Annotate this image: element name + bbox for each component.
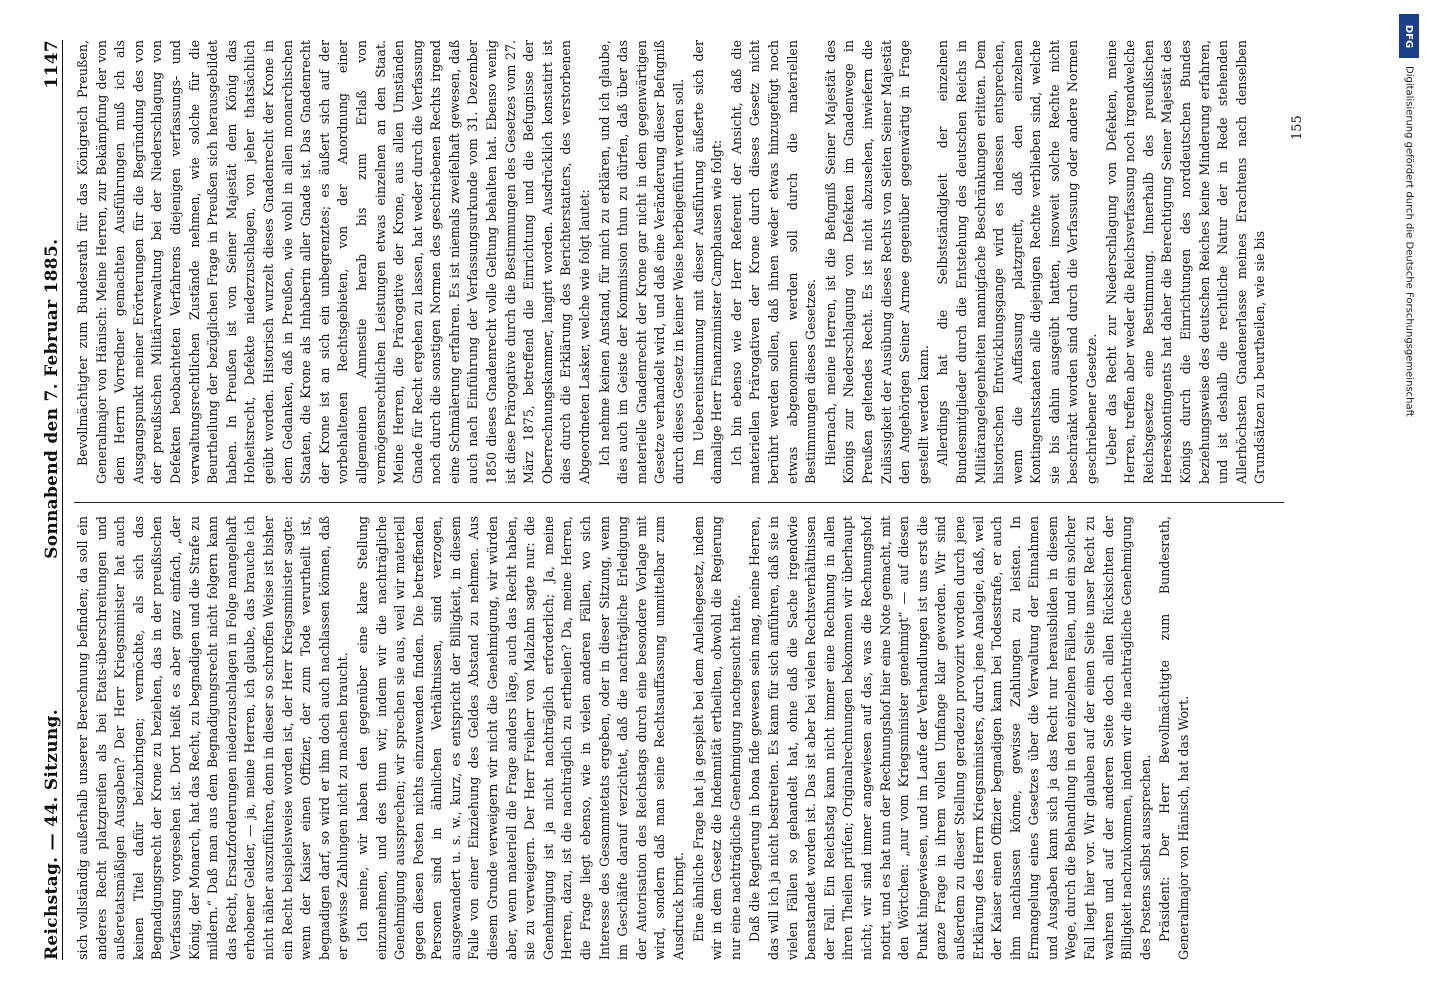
paragraph: Ich meine, wir haben den gegenüber eine klare Stellung einzunehmen, und des thun wir, indem wir die nachträgliche Genehmigung aussprechen; wir sprechen sie aus, weil wir materiell gegen diesen Posten nichts einzuwenden finden. Die betreffenden Personen sind in ähnlichen Verhältnissen, sind verzogen, ausgewandert u. s. w., kurz, es entspricht der Billigkeit, in diesem Falle von einer Einziehung des Geldes Abstand zu nehmen. Aus diesem Grunde verweigern wir nicht die Genehmigung, wir würden aber, wenn materiell die Frage anders läge, auch das Recht haben, sie zu verweigern. Der Herr Freiherr von Malzahn sagte nur: die Genehmigung ist ja nicht nachträglich erforderlich; Ja, meine Herren, dazu, ist die nachträglich zu ertheilen? Da, meine Herren, die Frage liegt ebenso, wie in vielen anderen Fällen, wo sich Interesse des Gesammtetats ergeben, oder in dieser Sitzung, wenn im Geschäfte darauf verzichtet, daß die nachträgliche Erledigung der Autorisation des Reichstags durch eine besondere Vorlage mit wird, sondern daß man seine Rechtsauffassung unmittelbar zum Ausdruck bringt.	[354, 516, 686, 960]
paragraph: sich vollständig außerhalb unserer Berechnung befinden; da soll ein anderes Recht platzgreifen als bei Etats-überschreitungen und außeretatsmäßigen Ausgaben? Der Herr Kriegsminister hat auch keinen Titel dafür beizubringen; vermöchte, als sich das Begnadigungsrecht der Krone zu beziehen, das in der preußischen Verfassung vorgesehen ist. Dort heißt es aber ganz einfach, „der König, der Monarch, hat das Recht, zu begnadigen und die Strafe zu mildern.“ Daß man aus dem Begnadigungsrecht nicht folgern kann das Recht, Ersatzforderungen niederzuschlagen in Folge mangelhaft erhobener Gelder, — ja, meine Herren, ich glaube, das brauche ich nicht näher auszuführen, denn in dieser so schroffen Weise ist bisher ein Recht beispielsweise worden ist, der Herr Kriegsminister sagte: wenn der Kaiser einen Offizier, der zum Tode verurtheilt ist, begnadigen darf, so wird er ihm doch auch nachlassen können, daß er gewisse Zahlungen nicht zu machen braucht.	[75, 516, 351, 960]
page-number: 1147	[42, 40, 62, 89]
paragraph: Eine ähnliche Frage hat ja gespielt bei dem Anleihegesetz, indem wir in dem Gesetz die Indemnität ertheilten, obwohl die Regierung nur eine nachträgliche Genehmigung nachgesucht hatte.	[690, 516, 743, 960]
paragraph: Im Uebereinstimmung mit dieser Ausführung äußerte sich der damalige Herr Finanzminister Camphausen wie folgt:	[690, 40, 725, 484]
dfg-logo: DFG	[1399, 14, 1419, 58]
credit-text: Digitalisierung gefördert durch die Deutsche Forschungsgemeinschaft	[1403, 66, 1415, 417]
column-divider	[74, 502, 1284, 503]
header-date: Sonnabend den 7. Februar 1885.	[42, 238, 62, 559]
quote-paragraph: Ich bin ebenso wie der Herr Referent der Ansicht, daß die materiellen Prärogativen der Krone durch dieses Gesetz nicht berührt werden sollen, daß ihnen weder etwas hinzugefügt noch etwas abgenommen werden soll durch die materiellen Bestimmungen dieses Gesetzes.	[728, 40, 819, 484]
speaker-paragraph: Präsident: Der Herr Bevollmächtigte zum Bundesrath, Generalmajor von Hänisch, hat das Wort.	[1157, 516, 1192, 960]
right-column	[74, 40, 1284, 484]
speaker-paragraph: Bevollmächtigter zum Bundesrath für das Königreich Preußen, Generalmajor von Hänisch: Meine Herren, zur Bekämpfung der von dem Herrn Vorredner gemachten Ausführungen muß ich als Ausgangspunkt meiner Erörterungen für die Begründung des von der preußischen Militärverwaltung bei der Niederschlagung von Defekten beobachteten Verfahrens diejenigen verfassungs- und verwaltungsrechtlichen Zustände nehmen, wie solche für die Beurtheilung der bezüglichen Frage in Preußen sich herausgebildet haben. In Preußen ist von Seiner Majestät dem König das Hoheitsrecht, Defekte niederzuschlagen, von jeher thatsächlich geübt worden. Historisch wurzelt dieses Gnadenrecht der Krone in dem Gedanken, daß in Preußen, wie wohl in allen monarchischen Staaten, die Krone als Inhaberin aller Gnade ist. Das Gnadenrecht der Krone ist an sich ein unbegrenztes; es äußert sich auf der vorbehaltenen Rechtsgebieten, von der Anordnung einer allgemeinen Amnestie herab bis zum Erlaß von vermögensrechtlichen Leistungen etwas einzelnen an den Staat. Meine Herren, die Prärogative der Krone, aus allen Umständen Gnade für Recht ergehen zu lassen, hat weder durch die Verfassung noch durch die sonstigen Normen des geschriebenen Rechts irgend eine Schmälerung erfahren. Es ist niemals zweifelhaft gewesen, daß auch nach Einführung der Verfassungsurkunde vom 31. Dezember 1850 dieses Gnadenrecht volle Geltung behalten hat. Ebenso wenig ist diese Prärogative durch die Bestimmungen des Gesetzes vom 27. März 1875, betreffend die Einrichtung und die Befugnisse der Oberrechnungskammer, langirt worden. Ausdrücklich konstatirt ist dies durch die Erklärung des Berichterstatters, des verstorbenen Abgeordneten Lasker, welche wie folgt lautet:	[75, 40, 593, 484]
quote-paragraph: Ich nehme keinen Anstand, für mich zu erklären, und ich glaube, dies auch im Geiste der Kommission thun zu dürfen, daß über das materielle Gnadenrecht der Krone gar nicht in dem gegenwärtigen Gesetze verhandelt wird, und daß eine Veränderung dieser Befugniß durch dieses Gesetz in keiner Weise herbeigeführt werden soll.	[596, 40, 686, 484]
header-left: Reichstag. — 44. Sitzung.	[42, 709, 62, 960]
paragraph: Daß die Regierung in bona fide gewesen sein mag, meine Herren, das will ich ja nicht bestreiten. Es kann für sich anführen, daß sie in vielen Fällen so gehandelt hat, ohne daß die Sache irgendwie beanstandet worden ist. Das ist aber bei vielen Rechtsverhältnissen der Fall. Ein Reichstag kann nicht immer eine Rechnung in allen ihren Theilen prüfen; Originalrechnungen bekommen wir überhaupt nicht; wir sind immer angewiesen auf das, was die Rechnungshof notirt, und es hat nun der Rechnungshof hier eine Note gemacht, mit den Wörtchen: „nur vom Kriegsminister genehmigt“ — auf diesen Punkt hingewiesen, und im Laufe der Verhandlungen ist uns erst die ganze Frage in ihrem vollen Umfange klar geworden. Wir sind außerdem zu dieser Stellung geradezu provozirt worden durch jene Erklärung des Herrn Kriegsministers, durch jene Analogie, daß, weil der Kaiser einen Offizier begnadigen kann bei Todesstrafe, er auch ihm nachlassen könne, gewisse Zahlungen zu leisten. In Ermangelung eines Gesetzes über die Verwaltung der Einnahmen und Ausgaben kann sich ja das Recht nur herausbilden in diesem Wege, durch die Behandlung in den einzelnen Fällen, und ein solcher Fall liegt hier vor. Wir glauben auf der einen Seite unser Recht zu wahren und auf der anderen Seite doch allen Rücksichten der Billigkeit nachzukommen, indem wir die nachträgliche Genehmigung des Postens selbst aussprechen.	[747, 516, 1153, 960]
paragraph: Allerdings hat die Selbstständigkeit der einzelnen Bundesmitglieder durch die Entstehung des deutschen Reichs in Militärangelegenheiten mannigfache Beschränkungen erlitten. Dem historischen Entwicklungsgange wird es indessen entsprechen, wenn die Auffassung platzgreift, daß den einzelnen Kontingentsstaaten alle diejenigen Rechte verblieben sind, welche sie bis dahin ausgeübt hatten, insoweit solche Rechte nicht beschränkt worden sind durch die Verfassung oder andere Normen geschriebener Gesetze.	[935, 40, 1100, 484]
digitization-credit	[1398, 14, 1420, 994]
paragraph: Hiernach, meine Herren, ist die Befugniß Seiner Majestät des Königs zur Niederschlagung von Defekten im Gnadenwege in Preußen geltendes Recht. Es ist nicht abzusehen, inwiefern die Zulässigkeit der Ausübung dieses Rechts von Seiten Seiner Majestät den Angehörigen Seiner Armee gegenüber gegenwärtig in Frage gestellt werden kann.	[822, 40, 931, 484]
signature-mark: 155	[1290, 115, 1305, 140]
left-column	[74, 516, 1284, 960]
paragraph: Ueber das Recht zur Niederschlagung von Defekten, meine Herren, treffen aber weder die Reichsverfassung noch irgendwelche Reichsgesetze eine Bestimmung. Innerhalb des preußischen Heereskontingents hat daher die Berechtigung Seiner Majestät des Königs durch die Einrichtungen des norddeutschen Bundes beziehungsweise des deutschen Reiches keine Minderung erfahren, und ist deshalb die rechtliche Natur der in Rede stehenden Allerhöchsten Gnadenerlasse meines Erachtens nach denselben Grundsätzen zu beurtheilen, wie sie bis	[1103, 40, 1268, 484]
page-header	[30, 40, 63, 960]
